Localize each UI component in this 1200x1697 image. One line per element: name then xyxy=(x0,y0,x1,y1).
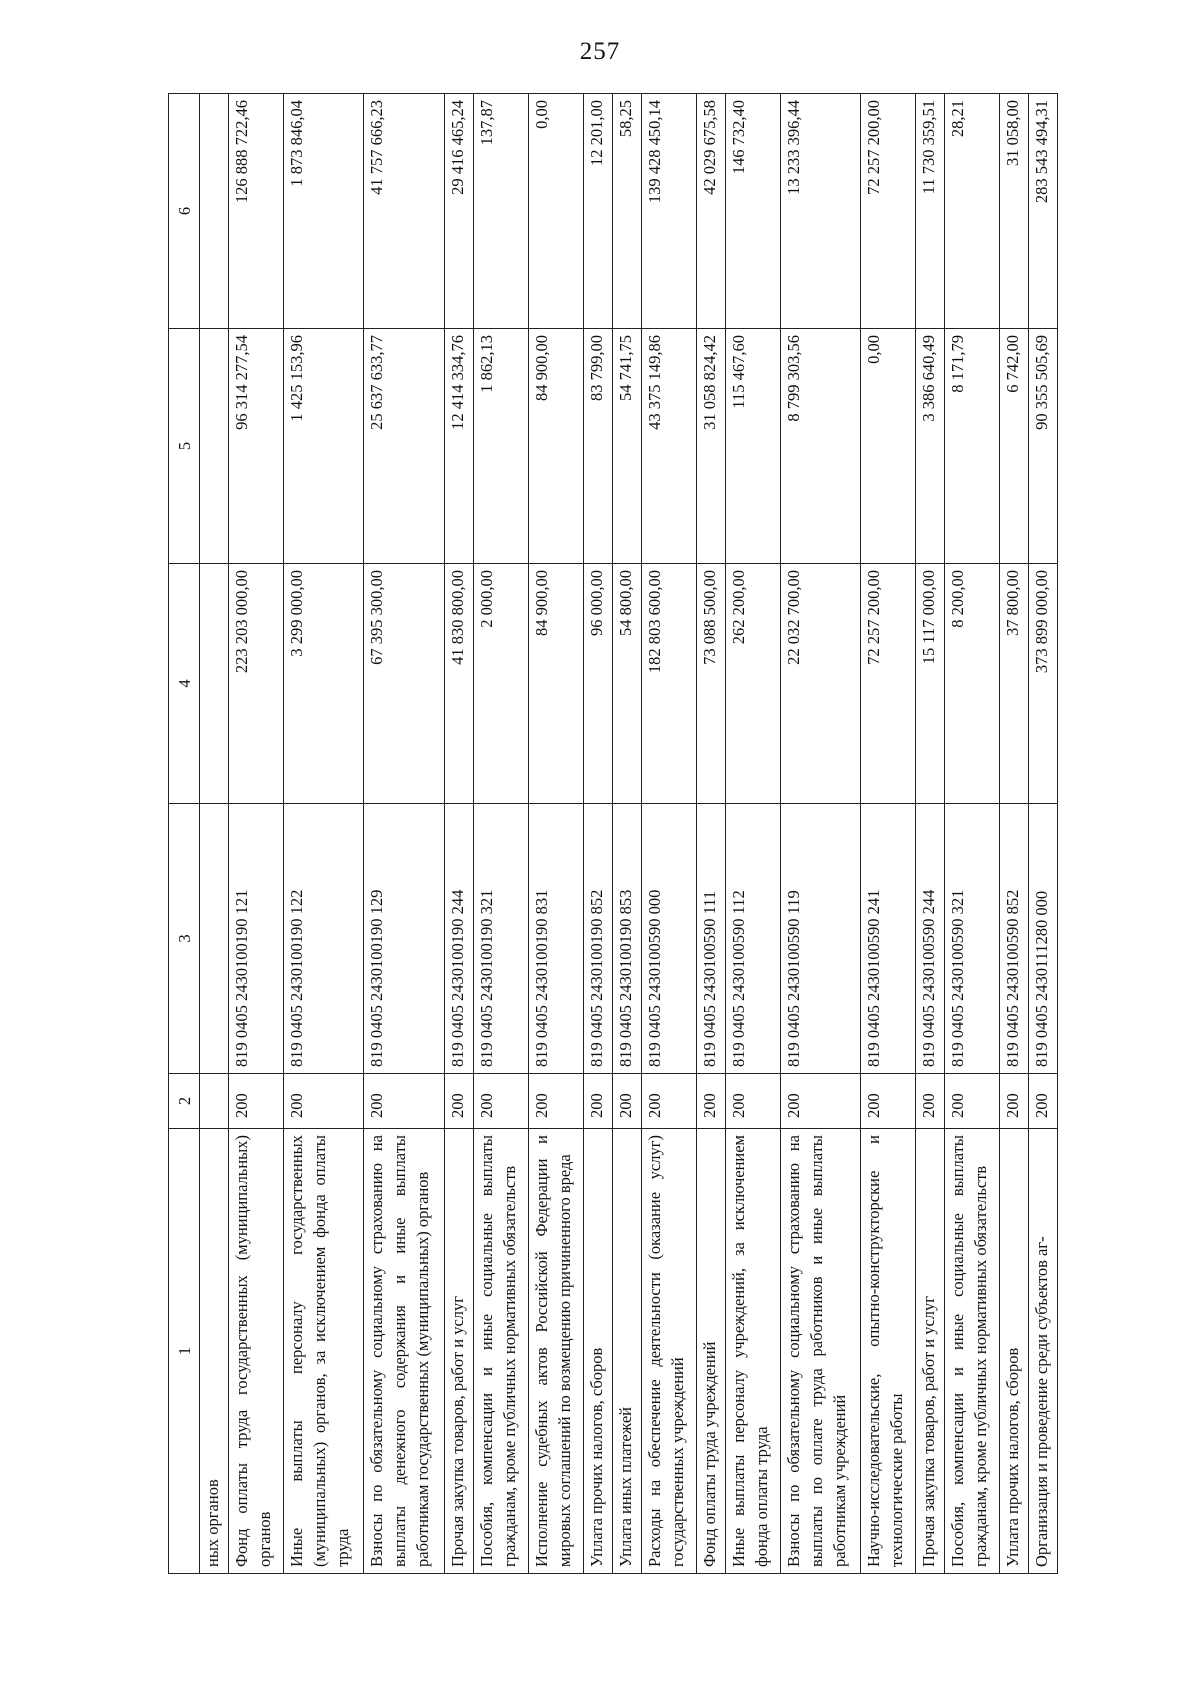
cell-executed-amount: 43 375 149,86 xyxy=(641,329,696,564)
cell-description: Взносы по обязательному социальному страхованию на выплаты денежного содержания и иные выплаты работникам государственных (муниципальных) органов xyxy=(364,1129,445,1574)
table-row xyxy=(474,94,529,1574)
cell-unexecuted-amount: 283 543 494,31 xyxy=(1028,94,1057,329)
cell-unexecuted-amount: 1 873 846,04 xyxy=(283,94,364,329)
cell-line-code: 200 xyxy=(696,1074,725,1129)
cell-unexecuted-amount: 41 757 666,23 xyxy=(364,94,445,329)
cell-unexecuted-amount: 72 257 200,00 xyxy=(861,94,916,329)
cell-line-code: 200 xyxy=(528,1074,583,1129)
cell-unexecuted-amount: 11 730 359,51 xyxy=(915,94,944,329)
cell-unexecuted-amount: 28,21 xyxy=(944,94,999,329)
header-col-6: 6 xyxy=(169,94,200,329)
cell-unexecuted-amount: 137,87 xyxy=(474,94,529,329)
budget-execution-table xyxy=(168,93,1058,1574)
cell-budget-classification-code: 819 0405 2430100590 111 xyxy=(696,804,725,1074)
cell-executed-amount: 1 425 153,96 xyxy=(283,329,364,564)
budget-table-frame xyxy=(168,94,1058,1574)
cell-budget-classification-code: 819 0405 2430100190 121 xyxy=(229,804,284,1074)
cell-unexecuted-amount: 139 428 450,14 xyxy=(641,94,696,329)
cell-line-code: 200 xyxy=(229,1074,284,1129)
cell-line-code: 200 xyxy=(583,1074,612,1129)
cell-approved-amount: 67 395 300,00 xyxy=(364,564,445,804)
cell-executed-amount: 83 799,00 xyxy=(583,329,612,564)
cell-budget-classification-code: 819 0405 2430100190 831 xyxy=(528,804,583,1074)
cell-line-code: 200 xyxy=(641,1074,696,1129)
table-row xyxy=(725,94,780,1574)
cell-budget-classification-code: 819 0405 2430100590 852 xyxy=(999,804,1028,1074)
cell-line-code: 200 xyxy=(999,1074,1028,1129)
table-row xyxy=(229,94,284,1574)
cell-description: Фонд оплаты труда учреждений xyxy=(696,1129,725,1574)
cell-description: Уплата прочих налогов, сборов xyxy=(583,1129,612,1574)
cell-description: Иные выплаты персоналу государственных (муниципальных) органов, за исключением фонда оплаты труда xyxy=(283,1129,364,1574)
page-number: 257 xyxy=(579,38,621,65)
cell-approved-amount: 41 830 800,00 xyxy=(444,564,473,804)
cell-unexecuted-amount: 29 416 465,24 xyxy=(444,94,473,329)
cell-executed-amount: 12 414 334,76 xyxy=(444,329,473,564)
header-col-1: 1 xyxy=(169,1129,200,1574)
cell-description: Фонд оплаты труда государственных (муниципальных) органов xyxy=(229,1129,284,1574)
cell-unexecuted-amount: 146 732,40 xyxy=(725,94,780,329)
cell-budget-classification-code: 819 0405 2430100590 244 xyxy=(915,804,944,1074)
cell-line-code: 200 xyxy=(364,1074,445,1129)
cell-executed-amount: 31 058 824,42 xyxy=(696,329,725,564)
cell-description: Организация и проведение среди субъектов аг- xyxy=(1028,1129,1057,1574)
cell-approved-amount: 84 900,00 xyxy=(528,564,583,804)
cell-line-code: 200 xyxy=(725,1074,780,1129)
cell-budget-classification-code: 819 0405 2430100190 853 xyxy=(612,804,641,1074)
cell-approved-amount: 262 200,00 xyxy=(725,564,780,804)
table-row xyxy=(583,94,612,1574)
cell-line-code: 200 xyxy=(1028,1074,1057,1129)
cell-executed-amount: 54 741,75 xyxy=(612,329,641,564)
cell-line-code: 200 xyxy=(283,1074,364,1129)
cell-executed-amount: 8 799 303,56 xyxy=(780,329,861,564)
cell-description: Уплата иных платежей xyxy=(612,1129,641,1574)
cell-approved-amount: 22 032 700,00 xyxy=(780,564,861,804)
cell-budget-classification-code: 819 0405 2430100190 321 xyxy=(474,804,529,1074)
cell-executed-amount: 115 467,60 xyxy=(725,329,780,564)
cell-unexecuted-amount xyxy=(200,94,229,329)
cell-budget-classification-code: 819 0405 2430100590 241 xyxy=(861,804,916,1074)
cell-description: ных органов xyxy=(200,1129,229,1574)
cell-unexecuted-amount: 42 029 675,58 xyxy=(696,94,725,329)
table-row xyxy=(696,94,725,1574)
table-row xyxy=(915,94,944,1574)
cell-line-code xyxy=(200,1074,229,1129)
cell-line-code: 200 xyxy=(915,1074,944,1129)
cell-approved-amount: 72 257 200,00 xyxy=(861,564,916,804)
table-row xyxy=(641,94,696,1574)
cell-budget-classification-code: 819 0405 2430100590 119 xyxy=(780,804,861,1074)
cell-approved-amount: 54 800,00 xyxy=(612,564,641,804)
cell-description: Прочая закупка товаров, работ и услуг xyxy=(444,1129,473,1574)
cell-approved-amount: 2 000,00 xyxy=(474,564,529,804)
cell-line-code: 200 xyxy=(944,1074,999,1129)
header-col-2: 2 xyxy=(169,1074,200,1129)
cell-unexecuted-amount: 126 888 722,46 xyxy=(229,94,284,329)
cell-approved-amount: 15 117 000,00 xyxy=(915,564,944,804)
table-row xyxy=(861,94,916,1574)
table-row xyxy=(944,94,999,1574)
table-row xyxy=(528,94,583,1574)
header-col-3: 3 xyxy=(169,804,200,1074)
cell-budget-classification-code: 819 0405 2430100590 000 xyxy=(641,804,696,1074)
cell-executed-amount: 0,00 xyxy=(861,329,916,564)
table-row xyxy=(1028,94,1057,1574)
cell-unexecuted-amount: 13 233 396,44 xyxy=(780,94,861,329)
cell-unexecuted-amount: 12 201,00 xyxy=(583,94,612,329)
cell-approved-amount: 73 088 500,00 xyxy=(696,564,725,804)
cell-budget-classification-code: 819 0405 2430100590 112 xyxy=(725,804,780,1074)
table-row xyxy=(999,94,1028,1574)
cell-budget-classification-code: 819 0405 2430100590 321 xyxy=(944,804,999,1074)
cell-approved-amount: 37 800,00 xyxy=(999,564,1028,804)
cell-executed-amount: 6 742,00 xyxy=(999,329,1028,564)
table-row xyxy=(444,94,473,1574)
cell-approved-amount xyxy=(200,564,229,804)
table-row xyxy=(283,94,364,1574)
cell-description: Иные выплаты персоналу учреждений, за исключением фонда оплаты труда xyxy=(725,1129,780,1574)
cell-description: Прочая закупка товаров, работ и услуг xyxy=(915,1129,944,1574)
cell-budget-classification-code: 819 0405 2430100190 122 xyxy=(283,804,364,1074)
header-col-5: 5 xyxy=(169,329,200,564)
cell-executed-amount: 84 900,00 xyxy=(528,329,583,564)
cell-approved-amount: 3 299 000,00 xyxy=(283,564,364,804)
cell-executed-amount: 96 314 277,54 xyxy=(229,329,284,564)
cell-executed-amount: 1 862,13 xyxy=(474,329,529,564)
cell-executed-amount: 3 386 640,49 xyxy=(915,329,944,564)
cell-approved-amount: 223 203 000,00 xyxy=(229,564,284,804)
cell-line-code: 200 xyxy=(612,1074,641,1129)
cell-approved-amount: 8 200,00 xyxy=(944,564,999,804)
header-col-4: 4 xyxy=(169,564,200,804)
table-row xyxy=(780,94,861,1574)
table-row xyxy=(612,94,641,1574)
cell-unexecuted-amount: 31 058,00 xyxy=(999,94,1028,329)
table-body xyxy=(200,94,1058,1574)
cell-budget-classification-code xyxy=(200,804,229,1074)
cell-line-code: 200 xyxy=(861,1074,916,1129)
cell-description: Взносы по обязательному социальному страхованию на выплаты по оплате труда работников и иные выплаты работникам учреждений xyxy=(780,1129,861,1574)
table-row xyxy=(364,94,445,1574)
cell-budget-classification-code: 819 0405 2430100190 244 xyxy=(444,804,473,1074)
cell-line-code: 200 xyxy=(444,1074,473,1129)
cell-executed-amount xyxy=(200,329,229,564)
cell-executed-amount: 8 171,79 xyxy=(944,329,999,564)
cell-description: Уплата прочих налогов, сборов xyxy=(999,1129,1028,1574)
table-row xyxy=(200,94,229,1574)
cell-approved-amount: 96 000,00 xyxy=(583,564,612,804)
cell-line-code: 200 xyxy=(474,1074,529,1129)
cell-approved-amount: 182 803 600,00 xyxy=(641,564,696,804)
cell-unexecuted-amount: 0,00 xyxy=(528,94,583,329)
cell-description: Научно-исследовательские, опытно-конструкторские и технологические работы xyxy=(861,1129,916,1574)
cell-budget-classification-code: 819 0405 2430100190 852 xyxy=(583,804,612,1074)
cell-description: Пособия, компенсации и иные социальные выплаты гражданам, кроме публичных нормативных обязательств xyxy=(944,1129,999,1574)
cell-budget-classification-code: 819 0405 2430100190 129 xyxy=(364,804,445,1074)
cell-unexecuted-amount: 58,25 xyxy=(612,94,641,329)
cell-budget-classification-code: 819 0405 2430111280 000 xyxy=(1028,804,1057,1074)
cell-description: Расходы на обеспечение деятельности (оказание услуг) государственных учреждений xyxy=(641,1129,696,1574)
header-row xyxy=(169,94,200,1574)
cell-description: Исполнение судебных актов Российской Федерации и мировых соглашений по возмещению причиненного вреда xyxy=(528,1129,583,1574)
cell-description: Пособия, компенсации и иные социальные выплаты гражданам, кроме публичных нормативных обязательств xyxy=(474,1129,529,1574)
cell-executed-amount: 25 637 633,77 xyxy=(364,329,445,564)
cell-line-code: 200 xyxy=(780,1074,861,1129)
cell-executed-amount: 90 355 505,69 xyxy=(1028,329,1057,564)
cell-approved-amount: 373 899 000,00 xyxy=(1028,564,1057,804)
